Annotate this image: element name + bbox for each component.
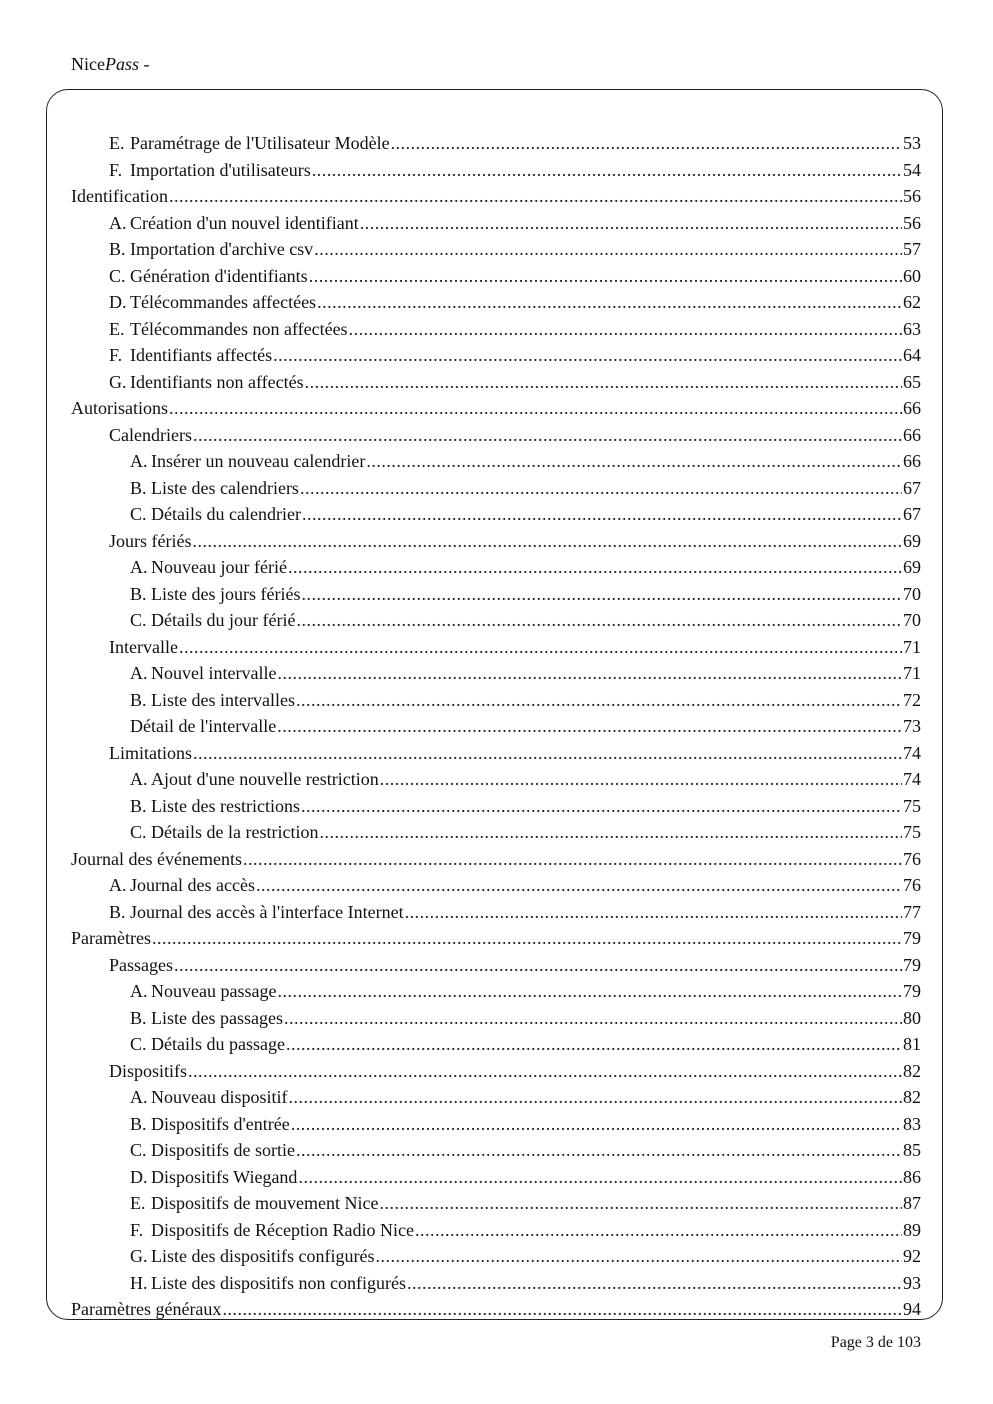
toc-entry[interactable] <box>71 369 921 396</box>
toc-dot-leader <box>296 1137 902 1164</box>
toc-entry[interactable] <box>71 899 921 926</box>
toc-entry[interactable] <box>71 660 921 687</box>
toc-entry-marker: B. <box>130 795 147 816</box>
toc-dot-leader <box>174 952 902 979</box>
toc-entry[interactable] <box>71 130 921 157</box>
brand-name: Nice <box>71 54 105 74</box>
toc-entry[interactable] <box>71 1058 921 1085</box>
toc-entry-marker: A. <box>130 451 148 471</box>
toc-entry-page: 62 <box>903 292 921 312</box>
toc-entry-label: Liste des jours fériés <box>151 583 301 604</box>
toc-entry-marker: E. <box>130 1193 146 1213</box>
toc-entry[interactable] <box>71 634 921 661</box>
toc-dot-leader <box>289 1084 903 1111</box>
toc-entry-page: 66 <box>903 451 921 471</box>
toc-entry[interactable] <box>71 236 921 263</box>
toc-entry-label: Autorisations <box>71 398 168 418</box>
toc-entry-page: 76 <box>903 848 921 869</box>
toc-entry-label: Jours fériés <box>109 530 192 551</box>
toc-entry-page: 74 <box>903 742 921 763</box>
toc-entry-marker: B. <box>130 1113 147 1134</box>
toc-entry[interactable] <box>71 925 921 952</box>
toc-entry-marker: D. <box>109 292 127 312</box>
toc-entry-label: Détail de l'intervalle <box>130 716 277 736</box>
toc-entry-marker: A. <box>130 663 148 683</box>
toc-entry[interactable] <box>71 713 921 740</box>
toc-entry-page: 79 <box>903 954 921 975</box>
toc-entry-label: Calendriers <box>109 424 192 445</box>
toc-entry-page: 93 <box>903 1272 921 1293</box>
toc-entry-marker: A. <box>130 769 148 789</box>
toc-entry-label: Importation d'utilisateurs <box>130 159 311 180</box>
toc-dot-leader <box>298 1164 902 1191</box>
toc-entry-label: Liste des dispositifs non configurés <box>151 1272 406 1293</box>
toc-entry-label: Journal des événements <box>71 848 242 869</box>
toc-entry-page: 79 <box>903 981 921 1001</box>
toc-entry[interactable] <box>71 210 921 237</box>
toc-entry-page: 69 <box>903 557 921 577</box>
toc-entry[interactable] <box>71 475 921 502</box>
toc-entry-marker: B. <box>130 1007 147 1028</box>
toc-entry-page: 64 <box>903 345 921 365</box>
toc-entry-page: 80 <box>903 1007 921 1028</box>
toc-dot-leader <box>301 581 902 608</box>
toc-entry-marker: E. <box>109 133 125 153</box>
toc-dot-leader <box>301 793 902 820</box>
toc-entry[interactable] <box>71 528 921 555</box>
toc-entry[interactable] <box>71 395 921 422</box>
toc-entry[interactable] <box>71 581 921 608</box>
toc-entry-page: 56 <box>903 212 921 233</box>
toc-entry-page: 65 <box>903 371 921 392</box>
toc-entry[interactable] <box>71 263 921 290</box>
toc-entry-label: Télécommandes non affectées <box>130 318 348 339</box>
toc-dot-leader <box>319 819 902 846</box>
toc-entry-page: 82 <box>903 1087 921 1107</box>
toc-dot-leader <box>273 342 902 369</box>
toc-entry-label: Dispositifs d'entrée <box>151 1113 290 1134</box>
toc-entry-label: Liste des passages <box>151 1007 283 1028</box>
toc-entry[interactable] <box>71 819 921 846</box>
toc-entry-label: Journal des accès <box>130 875 255 895</box>
toc-entry-label: Dispositifs de Réception Radio Nice <box>151 1219 414 1240</box>
toc-dot-leader <box>407 1270 902 1297</box>
toc-dot-leader <box>288 554 902 581</box>
toc-dot-leader <box>277 713 902 740</box>
toc-entry-page: 72 <box>903 689 921 710</box>
toc-entry-label: Liste des dispositifs configurés <box>151 1246 375 1266</box>
toc-entry-page: 71 <box>903 663 921 683</box>
toc-entry[interactable] <box>71 978 921 1005</box>
toc-entry[interactable] <box>71 1190 921 1217</box>
toc-entry-page: 70 <box>903 583 921 604</box>
toc-entry-label: Passages <box>109 954 173 975</box>
toc-entry[interactable] <box>71 872 921 899</box>
toc-entry-page: 66 <box>903 398 921 418</box>
toc-entry-marker: C. <box>130 1034 147 1054</box>
toc-entry[interactable] <box>71 554 921 581</box>
toc-dot-leader <box>179 634 902 661</box>
toc-dot-leader <box>222 1296 902 1323</box>
toc-dot-leader <box>277 978 902 1005</box>
toc-dot-leader <box>302 501 902 528</box>
toc-entry-label: Détails du passage <box>151 1034 285 1054</box>
toc-entry-page: 57 <box>903 239 921 259</box>
toc-entry-label: Télécommandes affectées <box>130 292 317 312</box>
toc-entry-label: Paramètres <box>71 928 151 948</box>
toc-entry-page: 85 <box>903 1140 921 1160</box>
toc-entry-label: Intervalle <box>109 636 178 657</box>
toc-entry-label: Journal des accès à l'interface Internet <box>130 901 404 922</box>
toc-entry-marker: A. <box>130 981 148 1001</box>
toc-entry-page: 74 <box>903 769 921 789</box>
toc-entry-page: 79 <box>903 928 921 948</box>
toc-entry-label: Détails du calendrier <box>151 504 301 524</box>
toc-entry-label: Identifiants affectés <box>130 345 273 365</box>
toc-entry-page: 75 <box>903 795 921 816</box>
toc-entry-page: 60 <box>903 265 921 286</box>
toc-dot-leader <box>391 130 902 157</box>
toc-dot-leader <box>152 925 902 952</box>
toc-entry[interactable] <box>71 740 921 767</box>
toc-entry[interactable] <box>71 1137 921 1164</box>
toc-dot-leader <box>192 528 902 555</box>
toc-entry-marker: F. <box>109 159 123 180</box>
table-of-contents <box>71 130 921 1323</box>
toc-entry-page: 94 <box>903 1299 921 1319</box>
toc-entry-marker: A. <box>130 1087 148 1107</box>
toc-dot-leader <box>360 210 902 237</box>
toc-entry-page: 82 <box>903 1060 921 1081</box>
toc-dot-leader <box>169 395 902 422</box>
toc-entry-marker: C. <box>130 822 147 842</box>
page-number: Page 3 de 103 <box>830 1334 921 1351</box>
toc-entry-page: 92 <box>903 1246 921 1266</box>
toc-entry-marker: E. <box>109 318 125 339</box>
toc-entry-label: Dispositifs de mouvement Nice <box>151 1193 379 1213</box>
toc-dot-leader <box>405 899 902 926</box>
toc-entry-marker: A. <box>109 875 127 895</box>
toc-entry[interactable] <box>71 157 921 184</box>
toc-entry-marker: B. <box>130 477 147 498</box>
toc-entry-marker: C. <box>130 1140 147 1160</box>
toc-entry-page: 63 <box>903 318 921 339</box>
toc-entry-label: Insérer un nouveau calendrier <box>151 451 366 471</box>
toc-dot-leader <box>243 846 902 873</box>
toc-entry[interactable] <box>71 1164 921 1191</box>
toc-entry[interactable] <box>71 1084 921 1111</box>
toc-entry-page: 73 <box>903 716 921 736</box>
toc-dot-leader <box>256 872 902 899</box>
toc-entry-label: Détails de la restriction <box>151 822 319 842</box>
toc-entry-page: 76 <box>903 875 921 895</box>
toc-entry-label: Détails du jour férié <box>151 610 296 630</box>
header-suffix: - <box>139 54 150 74</box>
toc-entry-marker: B. <box>130 689 147 710</box>
toc-entry-label: Paramétrage de l'Utilisateur Modèle <box>130 133 390 153</box>
toc-dot-leader <box>375 1243 902 1270</box>
toc-entry-marker: G. <box>130 1246 148 1266</box>
toc-dot-leader <box>193 422 902 449</box>
toc-entry-marker: F. <box>109 345 123 365</box>
toc-entry[interactable] <box>71 501 921 528</box>
toc-dot-leader <box>188 1058 902 1085</box>
toc-entry-label: Liste des intervalles <box>151 689 295 710</box>
toc-entry-label: Ajout d'une nouvelle restriction <box>151 769 379 789</box>
toc-entry-marker: B. <box>109 239 126 259</box>
toc-dot-leader <box>314 236 902 263</box>
toc-entry-page: 67 <box>903 504 921 524</box>
toc-dot-leader <box>291 1111 902 1138</box>
toc-dot-leader <box>317 289 902 316</box>
toc-entry-label: Nouvel intervalle <box>151 663 277 683</box>
toc-entry[interactable] <box>71 1243 921 1270</box>
toc-dot-leader <box>312 157 902 184</box>
toc-entry-marker: C. <box>130 610 147 630</box>
toc-entry[interactable] <box>71 793 921 820</box>
toc-entry-page: 53 <box>903 133 921 153</box>
toc-entry[interactable] <box>71 1270 921 1297</box>
toc-entry-label: Identifiants non affectés <box>130 371 304 392</box>
toc-entry[interactable] <box>71 422 921 449</box>
toc-entry-label: Création d'un nouvel identifiant <box>130 212 359 233</box>
toc-dot-leader <box>286 1031 902 1058</box>
toc-entry-page: 81 <box>903 1034 921 1054</box>
toc-entry-page: 70 <box>903 610 921 630</box>
toc-entry-page: 89 <box>903 1219 921 1240</box>
toc-entry-page: 87 <box>903 1193 921 1213</box>
toc-dot-leader <box>296 687 902 714</box>
toc-entry-label: Importation d'archive csv <box>130 239 314 259</box>
toc-entry-label: Identification <box>71 186 168 206</box>
toc-entry[interactable] <box>71 316 921 343</box>
toc-entry-label: Liste des calendriers <box>151 477 299 498</box>
toc-dot-leader <box>277 660 902 687</box>
toc-dot-leader <box>309 263 902 290</box>
toc-dot-leader <box>349 316 902 343</box>
toc-entry-label: Dispositifs de sortie <box>151 1140 295 1160</box>
toc-entry-page: 71 <box>903 636 921 657</box>
toc-entry-page: 66 <box>903 424 921 445</box>
toc-entry-page: 75 <box>903 822 921 842</box>
toc-entry[interactable] <box>71 448 921 475</box>
toc-entry-marker: A. <box>130 557 148 577</box>
toc-entry-label: Nouveau dispositif <box>151 1087 288 1107</box>
toc-entry-marker: H. <box>130 1272 148 1293</box>
toc-entry[interactable] <box>71 687 921 714</box>
brand-name-italic: Pass <box>104 54 139 74</box>
toc-entry-marker: G. <box>109 371 127 392</box>
toc-entry-marker: B. <box>130 583 147 604</box>
toc-entry[interactable] <box>71 1296 921 1323</box>
toc-entry-marker: D. <box>130 1166 148 1187</box>
toc-entry-label: Nouveau passage <box>151 981 277 1001</box>
toc-entry-page: 67 <box>903 477 921 498</box>
toc-entry-label: Dispositifs <box>109 1060 188 1081</box>
toc-entry[interactable] <box>71 1031 921 1058</box>
toc-entry-label: Limitations <box>109 742 192 763</box>
page-header <box>71 52 150 76</box>
toc-entry-page: 69 <box>903 530 921 551</box>
toc-dot-leader <box>193 740 902 767</box>
toc-dot-leader <box>296 607 902 634</box>
toc-entry[interactable] <box>71 607 921 634</box>
toc-entry[interactable] <box>71 846 921 873</box>
toc-dot-leader <box>169 183 902 210</box>
toc-entry-page: 77 <box>903 901 921 922</box>
toc-entry-label: Paramètres généraux <box>71 1299 222 1319</box>
toc-entry-marker: A. <box>109 212 127 233</box>
toc-entry-page: 83 <box>903 1113 921 1134</box>
toc-entry-page: 86 <box>903 1166 921 1187</box>
toc-entry[interactable] <box>71 952 921 979</box>
toc-entry-marker: F. <box>130 1219 144 1240</box>
toc-entry[interactable] <box>71 289 921 316</box>
toc-dot-leader <box>305 369 902 396</box>
toc-entry-page: 56 <box>903 186 921 206</box>
toc-entry-label: Nouveau jour férié <box>151 557 287 577</box>
toc-entry-marker: C. <box>130 504 147 524</box>
toc-entry-label: Dispositifs Wiegand <box>151 1166 298 1187</box>
toc-entry-marker: B. <box>109 901 126 922</box>
toc-dot-leader <box>300 475 902 502</box>
toc-entry-marker: C. <box>109 265 126 286</box>
toc-dot-leader <box>366 448 902 475</box>
toc-dot-leader <box>380 766 902 793</box>
toc-entry[interactable] <box>71 1111 921 1138</box>
toc-entry-label: Liste des restrictions <box>151 795 300 816</box>
toc-entry[interactable] <box>71 342 921 369</box>
toc-entry[interactable] <box>71 1005 921 1032</box>
toc-entry[interactable] <box>71 183 921 210</box>
toc-dot-leader <box>284 1005 902 1032</box>
toc-entry-label: Génération d'identifiants <box>130 265 308 286</box>
toc-dot-leader <box>379 1190 902 1217</box>
toc-entry[interactable] <box>71 1217 921 1244</box>
toc-entry[interactable] <box>71 766 921 793</box>
toc-dot-leader <box>415 1217 902 1244</box>
toc-entry-page: 54 <box>903 159 921 180</box>
